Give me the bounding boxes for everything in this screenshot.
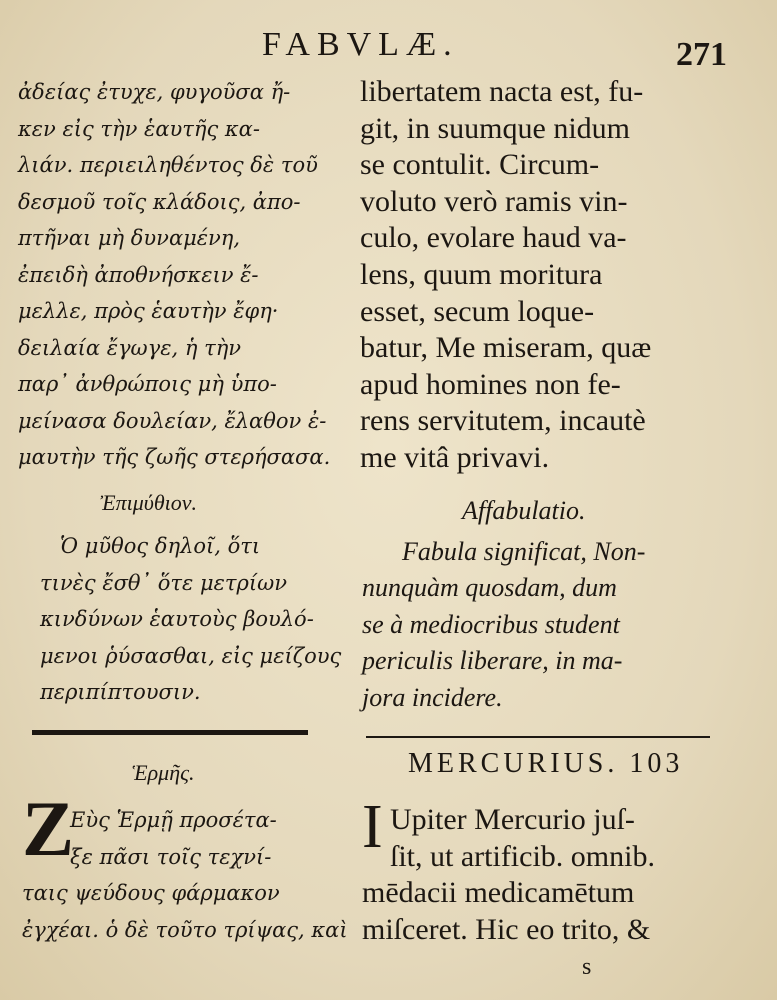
- latin-moral-line: periculis liberare, in ma-: [362, 646, 623, 676]
- latin-line: libertatem nacta est, fu-: [360, 75, 644, 108]
- page-header: [0, 22, 777, 72]
- greek-moral-line: μενοι ῥύσασθαι, εἰς μείζους: [40, 643, 342, 668]
- greek-column: [18, 74, 350, 476]
- latin-line: culo, evolare haud va-: [360, 221, 627, 255]
- latin-line: git, in suumque nidum: [360, 111, 630, 145]
- latin-fable-title: MERCURIUS. 103: [408, 748, 684, 779]
- latin-moral-line: Fabula significat, Non-: [402, 537, 646, 566]
- greek-line: ἐπειδὴ ἀποθνήσκειν ἔ-: [18, 262, 259, 287]
- greek-moral-line: τινὲς ἔσθ᾿ ὅτε μετρίων: [40, 570, 287, 595]
- latin-line: batur, Me miseram, quæ: [360, 331, 652, 365]
- greek-line: μαυτὴν τῆς ζωῆς στερήσασα.: [18, 445, 331, 469]
- latin-next-line: ſit, ut artificib. omnib.: [390, 839, 655, 873]
- latin-line: apud homines non fe-: [360, 367, 621, 401]
- greek-line: μείνασα δουλείαν, ἔλαθον ἐ-: [18, 408, 327, 433]
- greek-line: ἀδείας ἐτυχε, φυγοῦσα ἤ-: [18, 80, 291, 104]
- greek-line: λιάν. περιειληθέντος δὲ τοῦ: [18, 153, 318, 177]
- greek-moral-text: [40, 528, 350, 711]
- running-title: FABVLÆ.: [262, 26, 459, 63]
- greek-line: δεσμοῦ τοῖς κλάδοις, ἀπο-: [18, 189, 301, 214]
- greek-fable-title: Ἑρμῆς.: [132, 760, 195, 785]
- section-divider-right: [366, 736, 710, 738]
- greek-next-line: ξε πᾶσι τοῖς τεχνί-: [70, 844, 272, 869]
- greek-line: πτῆναι μὴ δυναμένη,: [18, 226, 241, 250]
- latin-column: [360, 74, 732, 477]
- latin-next-line: mēdacii medicamētum: [362, 876, 635, 910]
- greek-line: παρ᾿ ἀνθρώποις μὴ ὑπο-: [18, 372, 277, 396]
- greek-line: δειλαία ἔγωγε, ἡ τὴν: [18, 335, 242, 360]
- section-divider-left: [32, 730, 308, 735]
- latin-dropcap: I: [362, 793, 383, 861]
- latin-moral-line: jora incidere.: [362, 682, 503, 712]
- latin-next-line: miſceret. Hic eo trito, &: [362, 912, 651, 946]
- latin-line: rens servitutem, incautè: [360, 404, 646, 438]
- greek-next-line: ταις ψεύδους φάρμακον: [22, 881, 280, 905]
- greek-moral-line: περιπίπτουσιν.: [40, 680, 201, 704]
- latin-line: lens, quum moritura: [360, 257, 603, 291]
- greek-next-line: Εὺς Ἑρμῇ προσέτα-: [70, 808, 277, 832]
- greek-line: μελλε, πρὸς ἑαυτὴν ἔφη·: [18, 299, 279, 323]
- latin-moral-line: se à mediocribus student: [362, 609, 620, 639]
- greek-moral-line: Ὁ μῦθος δηλοῖ, ὅτι: [60, 534, 261, 558]
- latin-line: me vitâ privavi.: [360, 440, 550, 474]
- greek-moral-line: κινδύνων ἑαυτοὺς βουλό-: [40, 607, 314, 631]
- latin-line: esset, secum loque-: [360, 294, 595, 328]
- greek-line: κεν εἰς τὴν ἑαυτῆς κα-: [18, 116, 260, 141]
- latin-next-fable-text: [362, 802, 734, 948]
- latin-next-line: Upiter Mercurio juſ-: [390, 803, 635, 836]
- latin-moral-text: [362, 534, 734, 716]
- latin-fable-text: [360, 74, 732, 477]
- latin-line: voluto verò ramis vin-: [360, 184, 628, 218]
- greek-next-fable-text: [22, 802, 348, 948]
- latin-moral-line: nunquàm quosdam, dum: [362, 573, 617, 603]
- catchword: s: [582, 954, 592, 980]
- latin-moral-heading: Affabulatio.: [462, 496, 586, 525]
- greek-dropcap: Z: [22, 785, 75, 872]
- page-number: 271: [676, 36, 727, 73]
- greek-next-line: ἐγχέαι. ὁ δὲ τοῦτο τρίψας, καὶ: [22, 917, 348, 942]
- latin-line: se contulit. Circum-: [360, 148, 600, 182]
- greek-fable-text: [18, 74, 350, 476]
- greek-moral-heading: Ἐπιμύθιον.: [100, 490, 198, 515]
